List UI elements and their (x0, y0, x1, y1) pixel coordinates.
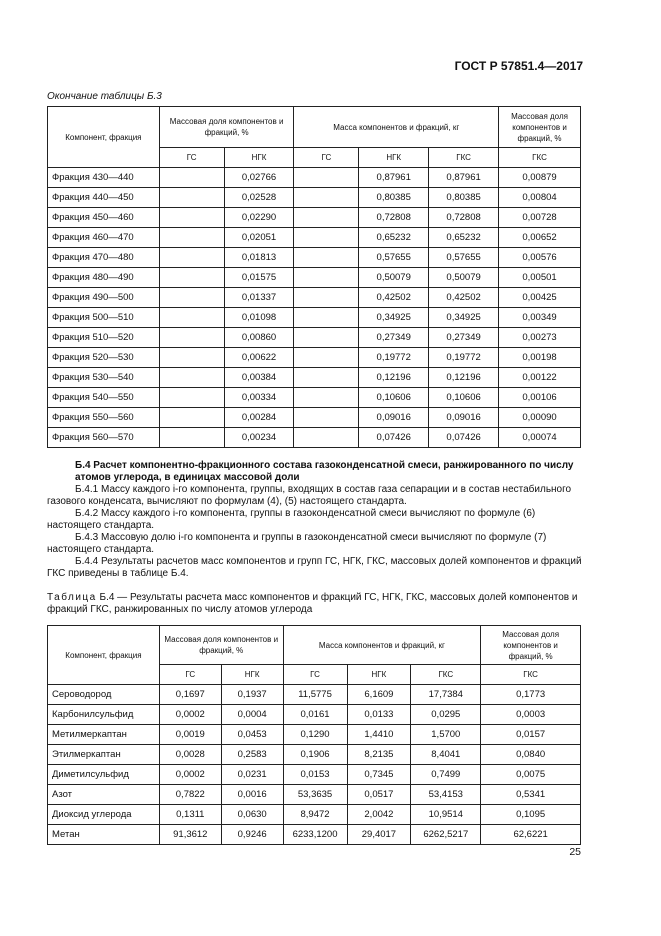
table-cell: 0,09016 (359, 408, 429, 428)
table-row (48, 308, 581, 328)
table-cell: 0,34925 (429, 308, 499, 328)
row-label: Фракция 550—560 (48, 408, 160, 428)
table-cell: 1,5700 (411, 725, 481, 745)
table-cell (159, 188, 224, 208)
table-cell: 0,02766 (224, 168, 294, 188)
table-cell: 0,0161 (283, 705, 347, 725)
table-cell: 0,00234 (224, 428, 294, 448)
table-cell: 0,1937 (221, 685, 283, 705)
table-cell (159, 428, 224, 448)
table-cell: 0,00106 (499, 388, 581, 408)
table-cell: 0,19772 (359, 348, 429, 368)
table-row (48, 188, 581, 208)
table-cell: 0,0133 (347, 705, 411, 725)
subheader-ngk: НГК (221, 665, 283, 685)
table-row (48, 368, 581, 388)
table-cell: 0,0028 (159, 745, 221, 765)
table-cell (294, 228, 359, 248)
table-cell: 8,2135 (347, 745, 411, 765)
header-component: Компонент, фракция (48, 107, 160, 168)
subheader-gs: ГС (159, 665, 221, 685)
table-cell (159, 348, 224, 368)
table-cell: 0,57655 (359, 248, 429, 268)
table-cell: 0,07426 (359, 428, 429, 448)
table-row (48, 825, 581, 845)
table-cell: 0,34925 (359, 308, 429, 328)
table-cell: 0,00334 (224, 388, 294, 408)
table-cell: 0,0630 (221, 805, 283, 825)
table-cell (159, 288, 224, 308)
subheader-ngk: НГК (347, 665, 411, 685)
row-label: Фракция 500—510 (48, 308, 160, 328)
table-cell: 53,3635 (283, 785, 347, 805)
table-b3 (47, 106, 581, 448)
table-cell: 0,00576 (499, 248, 581, 268)
table-cell (294, 308, 359, 328)
table-cell: 8,9472 (283, 805, 347, 825)
table-cell: 0,0002 (159, 765, 221, 785)
table-cell: 0,19772 (429, 348, 499, 368)
table-cell (159, 328, 224, 348)
table-b4 (47, 625, 581, 845)
table-cell: 0,2583 (221, 745, 283, 765)
table-cell: 0,01575 (224, 268, 294, 288)
document-code: ГОСТ Р 57851.4—2017 (454, 59, 583, 73)
table-cell: 0,1697 (159, 685, 221, 705)
row-label: Фракция 540—550 (48, 388, 160, 408)
table-cell (159, 248, 224, 268)
row-label: Фракция 450—460 (48, 208, 160, 228)
row-label: Фракция 470—480 (48, 248, 160, 268)
table-row (48, 328, 581, 348)
table-row (48, 248, 581, 268)
table-cell (294, 188, 359, 208)
row-label: Этилмеркаптан (48, 745, 160, 765)
table-cell: 0,10606 (429, 388, 499, 408)
table-b3-caption: Окончание таблицы Б.3 (47, 91, 162, 102)
table-row (48, 685, 581, 705)
table-cell: 0,9246 (221, 825, 283, 845)
table-cell: 17,7384 (411, 685, 481, 705)
table-cell: 0,00804 (499, 188, 581, 208)
subheader-gks: ГКС (411, 665, 481, 685)
table-cell (159, 308, 224, 328)
table-cell: 0,65232 (429, 228, 499, 248)
table-cell: 0,00860 (224, 328, 294, 348)
table-cell: 0,7499 (411, 765, 481, 785)
row-label: Фракция 520—530 (48, 348, 160, 368)
table-cell: 91,3612 (159, 825, 221, 845)
table-cell (159, 208, 224, 228)
table-cell: 0,42502 (429, 288, 499, 308)
subheader-gks: ГКС (481, 665, 581, 685)
table-cell: 0,5341 (481, 785, 581, 805)
table-cell (294, 348, 359, 368)
table-cell (294, 288, 359, 308)
row-label: Фракция 480—490 (48, 268, 160, 288)
header-gks-fraction: Массовая доля компонентов и фракций, % (481, 626, 581, 665)
table-cell: 0,1906 (283, 745, 347, 765)
table-cell: 0,50079 (429, 268, 499, 288)
table-cell: 0,1290 (283, 725, 347, 745)
table-row (48, 348, 581, 368)
table-cell: 0,0002 (159, 705, 221, 725)
table-cell (294, 408, 359, 428)
table-cell: 0,87961 (429, 168, 499, 188)
paragraph-b4-1: Б.4.1 Массу каждого i-го компонента, группы, входящих в состав газа сепарации и в состав нестабильного газового конденсата, вычисляют по формулам (4), (5) настоящего стандарта. (47, 484, 572, 507)
table-cell: 0,02528 (224, 188, 294, 208)
table-row (48, 765, 581, 785)
row-label: Фракция 490—500 (48, 288, 160, 308)
table-cell: 0,57655 (429, 248, 499, 268)
table-cell: 0,50079 (359, 268, 429, 288)
table-cell: 0,0295 (411, 705, 481, 725)
row-label: Карбонилсульфид (48, 705, 160, 725)
row-label: Фракция 530—540 (48, 368, 160, 388)
row-label: Азот (48, 785, 160, 805)
table-cell: 0,01337 (224, 288, 294, 308)
row-label: Фракция 440—450 (48, 188, 160, 208)
table-cell (159, 168, 224, 188)
table-b4-caption-text: Б.4 — Результаты расчета масс компонентов и фракций ГС, НГК, ГКС, массовых долей компонентов и фракций ГКС, ранжированных по числу атомов углерода (47, 592, 578, 615)
subheader-gs: ГС (294, 148, 359, 168)
table-cell: 0,42502 (359, 288, 429, 308)
table-cell: 0,1311 (159, 805, 221, 825)
table-cell: 0,00074 (499, 428, 581, 448)
table-cell: 0,0075 (481, 765, 581, 785)
table-cell: 0,00349 (499, 308, 581, 328)
row-label: Диоксид углерода (48, 805, 160, 825)
table-cell: 0,02290 (224, 208, 294, 228)
header-mass: Масса компонентов и фракций, кг (283, 626, 481, 665)
table-cell (294, 248, 359, 268)
table-cell (294, 368, 359, 388)
table-row (48, 408, 581, 428)
header-mass-fraction: Массовая доля компонентов и фракций, % (159, 626, 283, 665)
table-cell: 10,9514 (411, 805, 481, 825)
table-row (48, 208, 581, 228)
table-cell: 0,01813 (224, 248, 294, 268)
table-cell: 11,5775 (283, 685, 347, 705)
table-cell: 0,00198 (499, 348, 581, 368)
table-row (48, 745, 581, 765)
table-cell: 0,02051 (224, 228, 294, 248)
table-cell: 2,0042 (347, 805, 411, 825)
subheader-ngk: НГК (359, 148, 429, 168)
table-row (48, 805, 581, 825)
table-cell (294, 168, 359, 188)
table-cell (159, 228, 224, 248)
table-cell: 0,0517 (347, 785, 411, 805)
table-cell: 0,00425 (499, 288, 581, 308)
table-cell: 0,27349 (359, 328, 429, 348)
row-label: Фракция 460—470 (48, 228, 160, 248)
subheader-gs: ГС (159, 148, 224, 168)
subheader-gs: ГС (283, 665, 347, 685)
row-label: Метилмеркаптан (48, 725, 160, 745)
table-cell: 0,09016 (429, 408, 499, 428)
table-cell (294, 388, 359, 408)
table-cell: 0,1095 (481, 805, 581, 825)
table-cell: 0,1773 (481, 685, 581, 705)
table-cell (294, 428, 359, 448)
table-cell (294, 328, 359, 348)
table-cell: 0,00622 (224, 348, 294, 368)
table-cell: 62,6221 (481, 825, 581, 845)
header-mass: Масса компонентов и фракций, кг (294, 107, 499, 148)
table-row (48, 268, 581, 288)
table-cell: 0,0453 (221, 725, 283, 745)
subheader-ngk: НГК (224, 148, 294, 168)
table-cell: 0,80385 (429, 188, 499, 208)
table-row (48, 228, 581, 248)
table-cell: 53,4153 (411, 785, 481, 805)
table-cell: 0,00122 (499, 368, 581, 388)
table-cell: 0,7345 (347, 765, 411, 785)
table-row (48, 725, 581, 745)
table-b4-caption (47, 592, 583, 616)
table-cell: 0,72808 (429, 208, 499, 228)
header-component: Компонент, фракция (48, 626, 160, 685)
table-cell: 0,27349 (429, 328, 499, 348)
row-label: Фракция 510—520 (48, 328, 160, 348)
table-cell: 0,0153 (283, 765, 347, 785)
subheader-gks: ГКС (499, 148, 581, 168)
table-row (48, 785, 581, 805)
row-label: Метан (48, 825, 160, 845)
table-cell: 0,10606 (359, 388, 429, 408)
table-cell (159, 368, 224, 388)
table-cell: 0,12196 (359, 368, 429, 388)
table-cell: 1,4410 (347, 725, 411, 745)
row-label: Диметилсульфид (48, 765, 160, 785)
table-row (48, 168, 581, 188)
table-cell: 29,4017 (347, 825, 411, 845)
table-cell: 0,00728 (499, 208, 581, 228)
table-cell: 0,07426 (429, 428, 499, 448)
header-mass-fraction: Массовая доля компонентов и фракций, % (159, 107, 294, 148)
table-cell: 6,1609 (347, 685, 411, 705)
table-cell: 0,0019 (159, 725, 221, 745)
table-cell (159, 408, 224, 428)
table-cell (294, 268, 359, 288)
row-label: Фракция 560—570 (48, 428, 160, 448)
row-label: Фракция 430—440 (48, 168, 160, 188)
table-cell: 0,0016 (221, 785, 283, 805)
table-row (48, 288, 581, 308)
table-cell: 0,0004 (221, 705, 283, 725)
table-cell: 6262,5217 (411, 825, 481, 845)
table-cell: 0,7822 (159, 785, 221, 805)
table-cell: 0,65232 (359, 228, 429, 248)
table-cell (159, 268, 224, 288)
table-cell: 0,0003 (481, 705, 581, 725)
table-b4-caption-label: Таблица (47, 592, 97, 603)
table-cell: 0,00879 (499, 168, 581, 188)
section-b4 (47, 460, 583, 580)
paragraph-b4-4: Б.4.4 Результаты расчетов масс компонентов и групп ГС, НГК, ГКС, массовых долей компонентов и фракций ГКС приведены в таблице Б.4. (47, 556, 582, 579)
table-cell: 0,00273 (499, 328, 581, 348)
header-gks-fraction: Массовая доля компонентов и фракций, % (499, 107, 581, 148)
table-cell: 0,00090 (499, 408, 581, 428)
table-cell: 0,80385 (359, 188, 429, 208)
table-row (48, 428, 581, 448)
table-cell: 0,00384 (224, 368, 294, 388)
table-cell: 0,87961 (359, 168, 429, 188)
table-cell: 0,72808 (359, 208, 429, 228)
table-row (48, 388, 581, 408)
table-cell: 0,12196 (429, 368, 499, 388)
table-cell: 0,00652 (499, 228, 581, 248)
table-cell: 6233,1200 (283, 825, 347, 845)
table-cell: 0,0231 (221, 765, 283, 785)
paragraph-b4-3: Б.4.3 Массовую долю i-го компонента и группы в газоконденсатной смеси вычисляют по формуле (7) настоящего стандарта. (47, 532, 547, 555)
table-cell: 0,00501 (499, 268, 581, 288)
subheader-gks: ГКС (429, 148, 499, 168)
table-cell (294, 208, 359, 228)
table-cell: 0,01098 (224, 308, 294, 328)
section-b4-title: Б.4 Расчет компонентно-фракционного состава газоконденсатной смеси, ранжированного по числу атомов углерода, в единицах массовой доли (75, 460, 574, 483)
paragraph-b4-2: Б.4.2 Массу каждого i-го компонента, группы в газоконденсатной смеси вычисляют по формуле (6) настоящего стандарта. (47, 508, 536, 531)
table-cell (159, 388, 224, 408)
table-cell: 0,0840 (481, 745, 581, 765)
table-cell: 8,4041 (411, 745, 481, 765)
row-label: Сероводород (48, 685, 160, 705)
table-row (48, 705, 581, 725)
table-cell: 0,00284 (224, 408, 294, 428)
table-cell: 0,0157 (481, 725, 581, 745)
page-number: 25 (569, 846, 581, 858)
